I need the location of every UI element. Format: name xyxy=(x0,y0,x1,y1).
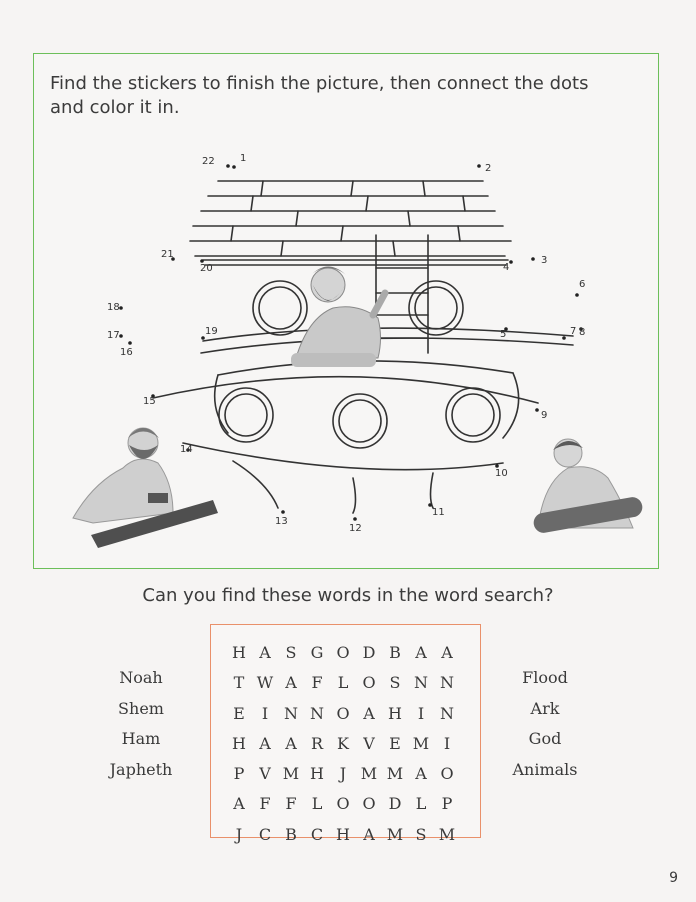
dot xyxy=(232,165,236,169)
dot xyxy=(531,257,535,261)
dot-label: 5 xyxy=(500,329,507,340)
worker-with-log xyxy=(532,439,644,534)
dot xyxy=(119,306,123,310)
grid-letter: D xyxy=(388,794,402,814)
grid-letter: H xyxy=(232,733,246,753)
grid-letter: N xyxy=(414,673,428,693)
grid-letter: A xyxy=(363,703,375,723)
letter-grid xyxy=(226,638,460,850)
dot-label: 22 xyxy=(202,156,215,167)
grid-letter: V xyxy=(259,764,271,784)
grid-letter: S xyxy=(389,673,401,693)
dot-label: 9 xyxy=(541,410,548,421)
grid-letter: I xyxy=(261,703,269,723)
grid-letter: I xyxy=(417,703,425,723)
dot-label: 1 xyxy=(240,153,247,164)
word-item: Japheth xyxy=(109,759,173,779)
grid-letter: V xyxy=(363,733,375,753)
word-list-left xyxy=(86,663,196,785)
grid-letter: H xyxy=(232,643,246,662)
grid-letter: P xyxy=(441,794,453,814)
grid-letter: W xyxy=(256,673,274,693)
dot-label: 21 xyxy=(161,249,174,260)
dot-label: 19 xyxy=(205,326,218,337)
grid-letter: L xyxy=(415,794,427,814)
dot-label: 20 xyxy=(200,263,213,274)
dot xyxy=(281,510,285,514)
grid-letter: N xyxy=(310,703,324,723)
grid-letter: F xyxy=(311,673,323,693)
grid-letter: M xyxy=(386,824,404,844)
grid-letter: L xyxy=(337,673,349,693)
grid-letter: E xyxy=(233,703,245,723)
dot-label: 2 xyxy=(485,163,492,174)
grid-letter: D xyxy=(362,643,376,662)
grid-letter: M xyxy=(438,824,456,844)
grid-letter: O xyxy=(336,703,350,723)
grid-letter: A xyxy=(363,824,375,844)
dot xyxy=(226,164,230,168)
grid-letter: A xyxy=(259,643,271,662)
dot-label: 8 xyxy=(579,327,586,338)
grid-letter: R xyxy=(310,733,324,753)
dot-label: 14 xyxy=(180,444,193,455)
grid-letter: L xyxy=(311,794,323,814)
word-item: Shem xyxy=(118,698,164,718)
dot-label: 11 xyxy=(432,507,445,518)
grid-letter: N xyxy=(284,703,298,723)
word-item: Ham xyxy=(121,729,161,748)
grid-letter: A xyxy=(285,673,297,693)
word-item: Noah xyxy=(119,668,163,687)
grid-letter: O xyxy=(336,794,350,814)
grid-letter: B xyxy=(389,643,401,662)
word-search-grid xyxy=(210,624,481,844)
grid-letter: H xyxy=(336,824,350,844)
grid-letter: A xyxy=(259,733,271,753)
dot-label: 7 xyxy=(570,326,577,337)
instructions-text: Find the stickers to finish the picture, then connect the dots and color it in. xyxy=(50,73,589,118)
dot-label: 15 xyxy=(143,396,156,407)
dot xyxy=(535,408,539,412)
grid-letter: C xyxy=(258,824,272,844)
grid-letter: M xyxy=(386,764,404,784)
dot-label: 16 xyxy=(120,347,133,358)
grid-letter: B xyxy=(285,824,297,844)
grid-letter: A xyxy=(285,733,297,753)
ark-hull xyxy=(153,361,538,513)
grid-letter: A xyxy=(415,764,427,784)
dot xyxy=(128,341,132,345)
grid-letter: O xyxy=(336,643,350,662)
grid-letter: N xyxy=(440,673,454,693)
grid-letter: H xyxy=(388,703,402,723)
word-list-right xyxy=(490,663,600,785)
grid-letter: O xyxy=(362,794,376,814)
grid-letter: M xyxy=(412,733,430,753)
dot-label: 13 xyxy=(275,516,288,527)
dot-label: 6 xyxy=(579,279,586,290)
word-item: God xyxy=(528,729,562,748)
word-item: Flood xyxy=(522,668,568,687)
grid-letter: F xyxy=(259,794,271,814)
grid-letter: A xyxy=(415,643,427,662)
ark-dot-to-dot-illustration xyxy=(33,53,659,569)
grid-letter: S xyxy=(285,643,297,662)
dot-label: 18 xyxy=(107,302,120,313)
grid-letter: A xyxy=(441,643,453,662)
word-item: Animals xyxy=(512,759,578,779)
dot xyxy=(562,336,566,340)
grid-letter: C xyxy=(310,824,324,844)
page-number: 9 xyxy=(669,870,678,886)
grid-letter: O xyxy=(362,673,376,693)
word-search-question: Can you find these words in the word search? xyxy=(142,585,554,606)
ark-roof xyxy=(190,181,511,256)
dot-label: 3 xyxy=(541,255,548,266)
grid-letter: M xyxy=(282,764,300,784)
dot xyxy=(119,334,123,338)
dot-label: 12 xyxy=(349,523,362,534)
grid-letter: S xyxy=(415,824,427,844)
grid-letter: K xyxy=(337,733,349,753)
grid-letter: T xyxy=(233,673,245,693)
grid-letter: N xyxy=(440,703,454,723)
grid-letter: A xyxy=(233,794,245,814)
dot-label: 4 xyxy=(503,262,510,273)
dot xyxy=(353,517,357,521)
word-item: Ark xyxy=(530,698,560,718)
grid-letter: M xyxy=(360,764,378,784)
grid-letter: J xyxy=(339,764,347,784)
grid-letter: G xyxy=(310,643,324,662)
grid-letter: I xyxy=(443,733,451,753)
grid-letter: J xyxy=(235,824,243,844)
grid-letter: H xyxy=(310,764,324,784)
grid-letter: P xyxy=(233,764,245,784)
dot-label: 10 xyxy=(495,468,508,479)
dot xyxy=(509,260,513,264)
dot xyxy=(575,293,579,297)
grid-letter: E xyxy=(389,733,401,753)
grid-letter: F xyxy=(285,794,297,814)
grid-letter: O xyxy=(440,764,454,784)
dot-label: 17 xyxy=(107,330,120,341)
dot xyxy=(477,164,481,168)
